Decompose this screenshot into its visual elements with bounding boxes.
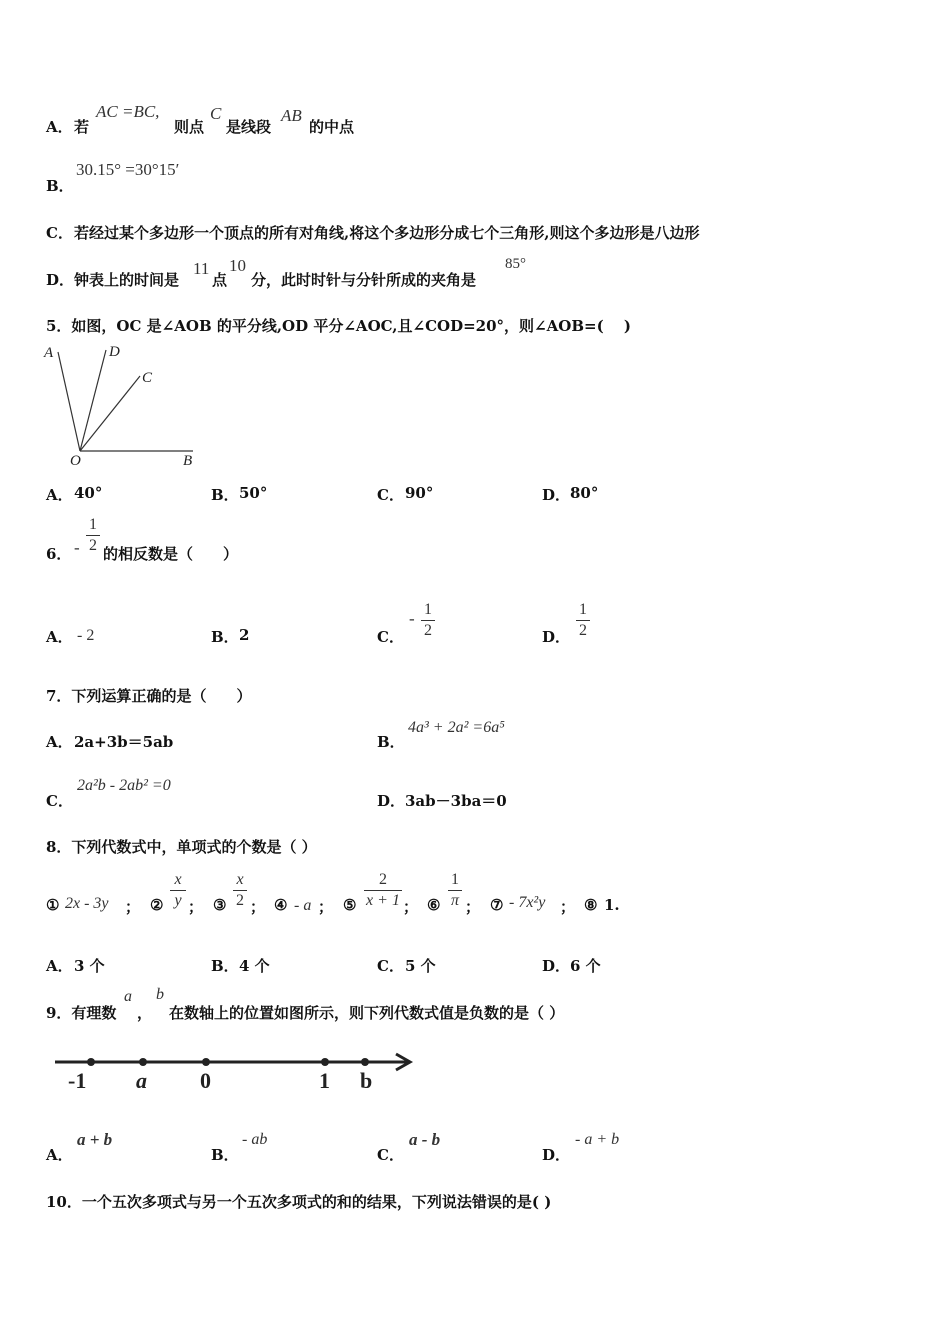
denominator: y bbox=[174, 892, 182, 909]
minus-sign: - bbox=[409, 609, 415, 628]
option-label: B． bbox=[211, 957, 239, 975]
option-label: A． bbox=[46, 486, 73, 504]
label-o: O bbox=[70, 453, 81, 469]
option-label: D． bbox=[377, 792, 406, 810]
numerator: 1 bbox=[89, 516, 97, 533]
numerator: x bbox=[236, 871, 244, 888]
question-stem: 的相反数是（ ） bbox=[103, 545, 239, 563]
math: C bbox=[210, 104, 222, 123]
option-label: A． bbox=[46, 733, 73, 751]
numerator: 2 bbox=[379, 871, 387, 888]
var-b: b bbox=[156, 986, 164, 1003]
separator: ； bbox=[560, 898, 576, 916]
fraction bbox=[170, 871, 186, 910]
option-label: B． bbox=[211, 486, 239, 504]
option-value: 50° bbox=[239, 484, 268, 502]
question-stem-part: 在数轴上的位置如图所示，则下列代数式值是负数的是（ ） bbox=[169, 1004, 565, 1022]
item-mark: ⑧ bbox=[584, 896, 598, 914]
option-value: 90° bbox=[405, 484, 434, 502]
separator: ； bbox=[318, 898, 334, 916]
option-label: A． bbox=[46, 957, 73, 975]
math: 10 bbox=[229, 256, 246, 275]
item-mark: ④ bbox=[274, 896, 288, 914]
denominator: 2 bbox=[89, 537, 97, 554]
text: 则点 bbox=[174, 118, 205, 136]
option-value: 5 个 bbox=[405, 957, 436, 975]
math: AB bbox=[281, 106, 302, 125]
separator: ； bbox=[125, 898, 141, 916]
item-mark: ⑦ bbox=[490, 896, 504, 914]
numerator: 1 bbox=[424, 601, 432, 618]
denominator: x + 1 bbox=[366, 892, 400, 909]
label-d: D bbox=[109, 344, 120, 360]
label-c: C bbox=[142, 370, 153, 386]
option-value: 2a+3b＝5ab bbox=[74, 733, 174, 751]
question-stem-part: 9．有理数 bbox=[46, 1004, 117, 1022]
question-stem: 7．下列运算正确的是（ ） bbox=[46, 687, 252, 705]
denominator: 2 bbox=[236, 892, 244, 909]
text: 的中点 bbox=[309, 118, 355, 136]
question-stem: 10．一个五次多项式与另一个五次多项式的和的结果，下列说法错误的是( ) bbox=[46, 1193, 552, 1211]
item-mark: ⑤ bbox=[343, 896, 357, 914]
text: 点 bbox=[212, 271, 228, 289]
option-label: D． bbox=[542, 957, 571, 975]
option-label: D． bbox=[542, 486, 571, 504]
option-label: C． bbox=[46, 792, 73, 810]
option-label: B． bbox=[211, 1146, 239, 1164]
numerator: 1 bbox=[579, 601, 587, 618]
option-label: C． bbox=[377, 957, 404, 975]
var-a: a bbox=[124, 988, 132, 1005]
tick-label-b: b bbox=[360, 1068, 373, 1093]
option-label: A． bbox=[46, 628, 73, 646]
item-expr: - a bbox=[294, 897, 312, 914]
option-value: - ab bbox=[242, 1131, 268, 1148]
option-label: B． bbox=[211, 628, 239, 646]
option-value: 3ab－3ba＝0 bbox=[405, 792, 507, 810]
tick-label-zero: 0 bbox=[200, 1068, 211, 1093]
question-number: 6． bbox=[46, 545, 72, 563]
text: 若 bbox=[74, 118, 90, 136]
separator: ； bbox=[465, 898, 481, 916]
angle-figure bbox=[40, 340, 210, 470]
option-value: 4a³ + 2a² =6a⁵ bbox=[408, 719, 505, 736]
item-mark: ⑥ bbox=[427, 896, 441, 914]
text: 钟表上的时间是 bbox=[74, 271, 180, 289]
question-stem: 8．下列代数式中，单项式的个数是（ ） bbox=[46, 838, 317, 856]
option-label: D． bbox=[542, 628, 571, 646]
option-value: - 2 bbox=[77, 627, 95, 644]
math: 30.15° =30°15′ bbox=[76, 160, 180, 179]
numerator: 1 bbox=[451, 871, 459, 888]
fraction bbox=[364, 871, 402, 910]
option-value: 80° bbox=[570, 484, 599, 502]
numerator: x bbox=[174, 871, 182, 888]
option-value: 3 个 bbox=[74, 957, 105, 975]
separator: ； bbox=[250, 898, 266, 916]
item-mark: ① bbox=[46, 896, 60, 914]
text: 若经过某个多边形一个顶点的所有对角线,将这个多边形分成七个三角形,则这个多边形是八边形 bbox=[74, 224, 700, 242]
question-stem: 5．如图，OC 是∠AOB 的平分线,OD 平分∠AOC,且∠COD=20°，则∠AOB=( ) bbox=[46, 317, 631, 335]
math: AC =BC, bbox=[96, 102, 160, 121]
label-b: B bbox=[183, 453, 193, 469]
item-mark: ③ bbox=[213, 896, 227, 914]
text: 分，此时时针与分针所成的夹角是 bbox=[251, 271, 477, 289]
option-label: A． bbox=[46, 118, 73, 136]
option-value: - a + b bbox=[575, 1131, 620, 1148]
math: 85° bbox=[505, 256, 526, 272]
number-line bbox=[50, 1048, 420, 1096]
option-label: D． bbox=[542, 1146, 571, 1164]
tick-label-neg1: -1 bbox=[68, 1068, 87, 1093]
fraction bbox=[233, 871, 247, 910]
text: 是线段 bbox=[226, 118, 272, 136]
math: 11 bbox=[193, 259, 210, 278]
option-label: B． bbox=[46, 177, 74, 195]
option-value: 2 bbox=[239, 626, 250, 644]
item-expr: 1. bbox=[604, 896, 620, 914]
denominator: 2 bbox=[424, 622, 432, 639]
option-label: C． bbox=[46, 224, 73, 242]
denominator: 2 bbox=[579, 622, 587, 639]
option-label: B． bbox=[377, 733, 405, 751]
separator: ； bbox=[188, 898, 204, 916]
option-value: 40° bbox=[74, 484, 103, 502]
item-expr: - 7x²y bbox=[509, 894, 546, 911]
item-expr: 2x - 3y bbox=[65, 895, 109, 912]
label-a: A bbox=[44, 345, 54, 361]
minus-sign: - bbox=[74, 538, 80, 557]
item-mark: ② bbox=[150, 896, 164, 914]
option-value: 2a²b - 2ab² =0 bbox=[77, 777, 171, 794]
separator: ； bbox=[403, 898, 419, 916]
fraction bbox=[86, 516, 100, 555]
option-value: 6 个 bbox=[570, 957, 601, 975]
tick-label-a: a bbox=[136, 1068, 147, 1093]
option-value: a + b bbox=[77, 1130, 113, 1149]
option-label: A． bbox=[46, 1146, 73, 1164]
tick-label-one: 1 bbox=[319, 1068, 330, 1093]
fraction bbox=[576, 601, 590, 640]
option-label: C． bbox=[377, 1146, 404, 1164]
fraction bbox=[421, 601, 435, 640]
comma: ， bbox=[137, 1004, 153, 1022]
denominator: π bbox=[450, 892, 459, 909]
option-label: C． bbox=[377, 628, 404, 646]
option-label: D． bbox=[46, 271, 75, 289]
option-value: 4 个 bbox=[239, 957, 270, 975]
option-value: a - b bbox=[409, 1130, 441, 1149]
fraction bbox=[448, 871, 462, 910]
option-label: C． bbox=[377, 486, 404, 504]
